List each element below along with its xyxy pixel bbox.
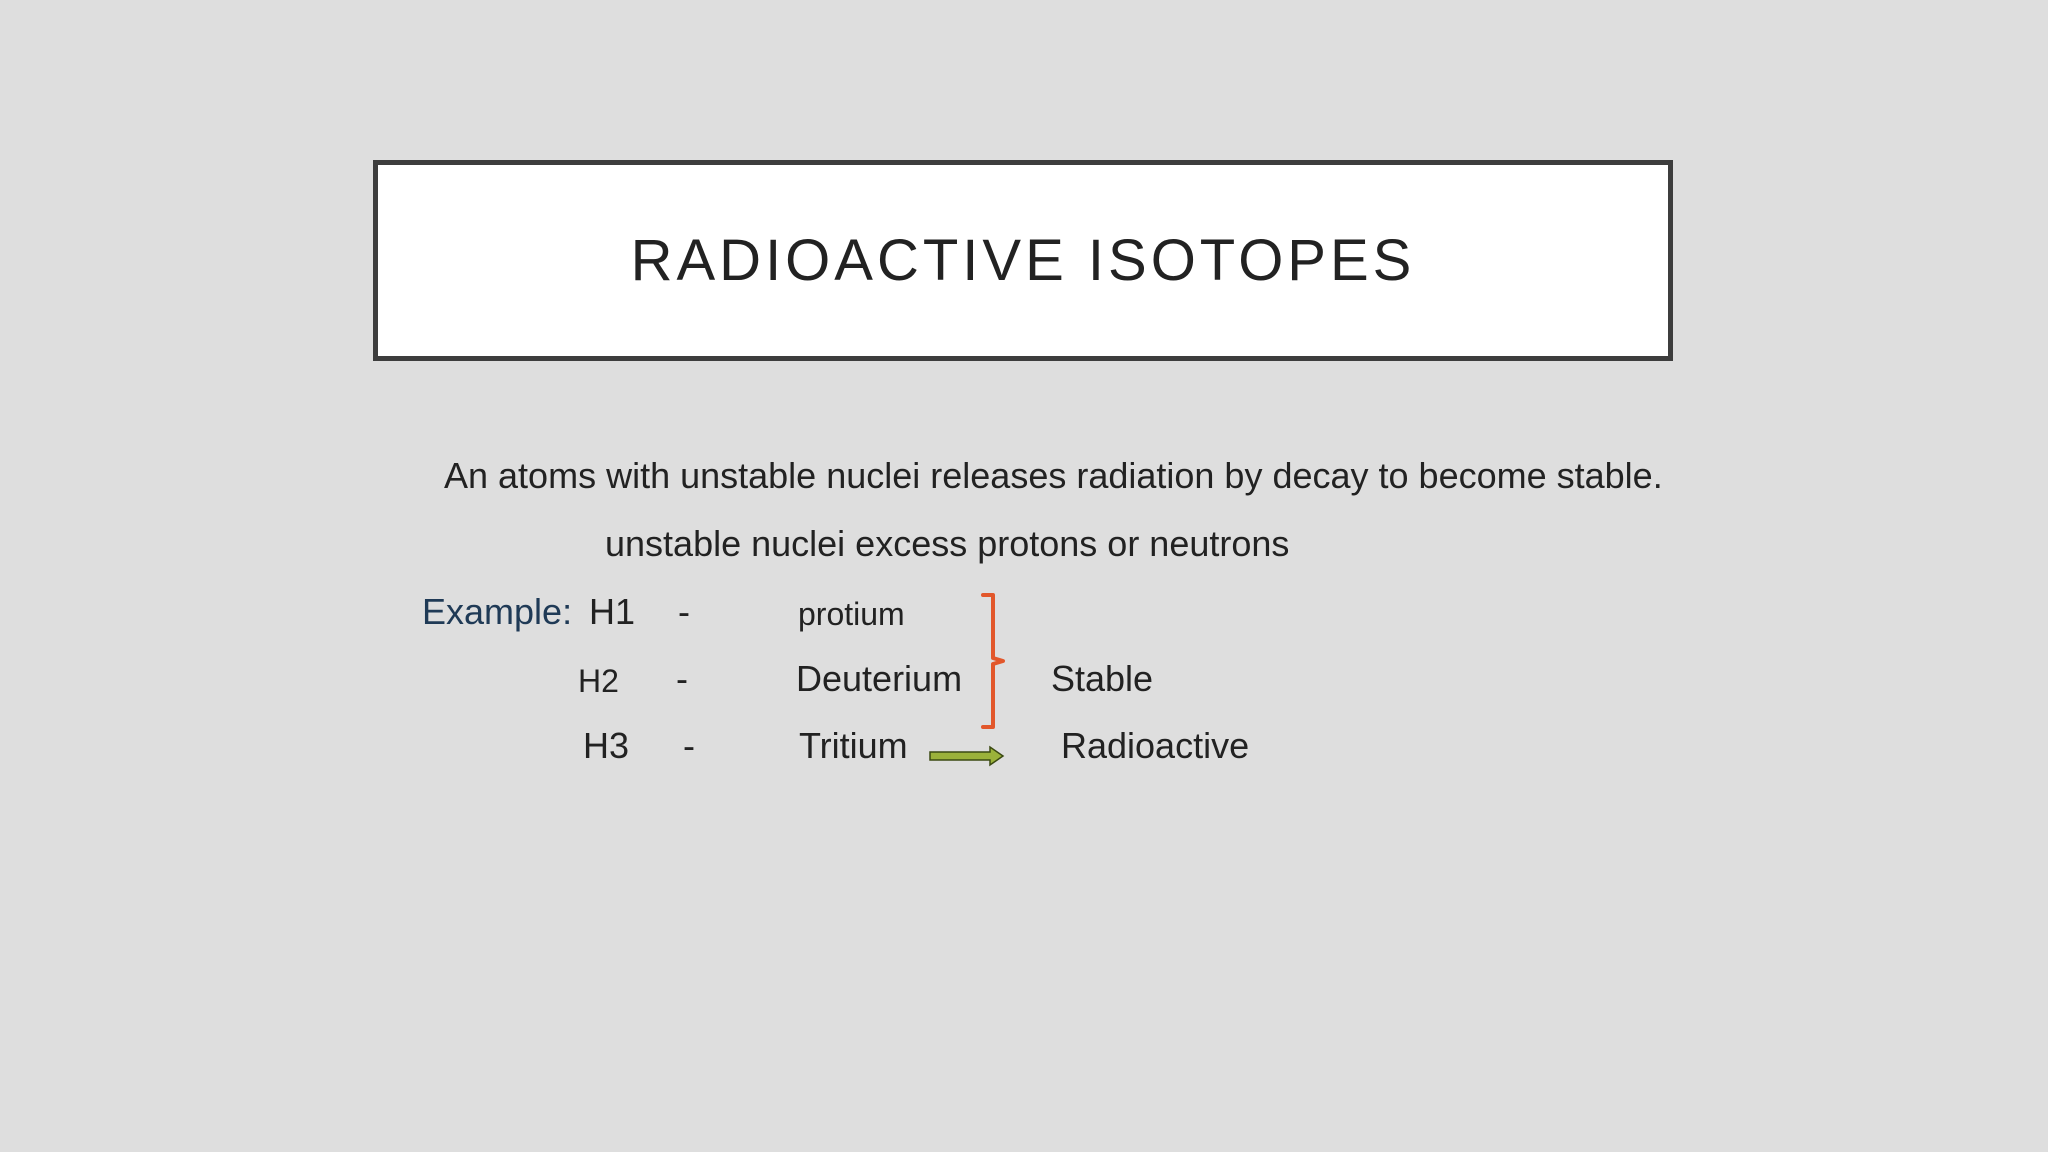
isotope-h2-symbol: H2 — [578, 663, 619, 699]
stable-label: Stable — [1051, 658, 1154, 699]
isotope-h3-dash: - — [683, 725, 695, 766]
right-brace-icon — [975, 592, 1007, 730]
isotope-h1-name: protium — [798, 596, 905, 632]
definition-text: An atoms with unstable nuclei releases radiation by decay to become stable. — [444, 455, 1663, 496]
isotope-h1-dash: - — [678, 591, 690, 632]
title-box — [373, 160, 1673, 361]
isotope-h1-symbol: H1 — [589, 591, 636, 632]
isotope-h2-dash: - — [676, 658, 688, 699]
isotope-h3-symbol: H3 — [583, 725, 630, 766]
right-arrow-icon — [928, 744, 1006, 768]
isotope-h2-name: Deuterium — [796, 658, 963, 699]
isotope-h3-name: Tritium — [799, 725, 908, 766]
slide-title: RADIOACTIVE ISOTOPES — [630, 228, 1416, 293]
subtext: unstable nuclei excess protons or neutrons — [605, 523, 1290, 564]
example-label: Example: — [422, 591, 573, 632]
radioactive-label: Radioactive — [1061, 725, 1250, 766]
